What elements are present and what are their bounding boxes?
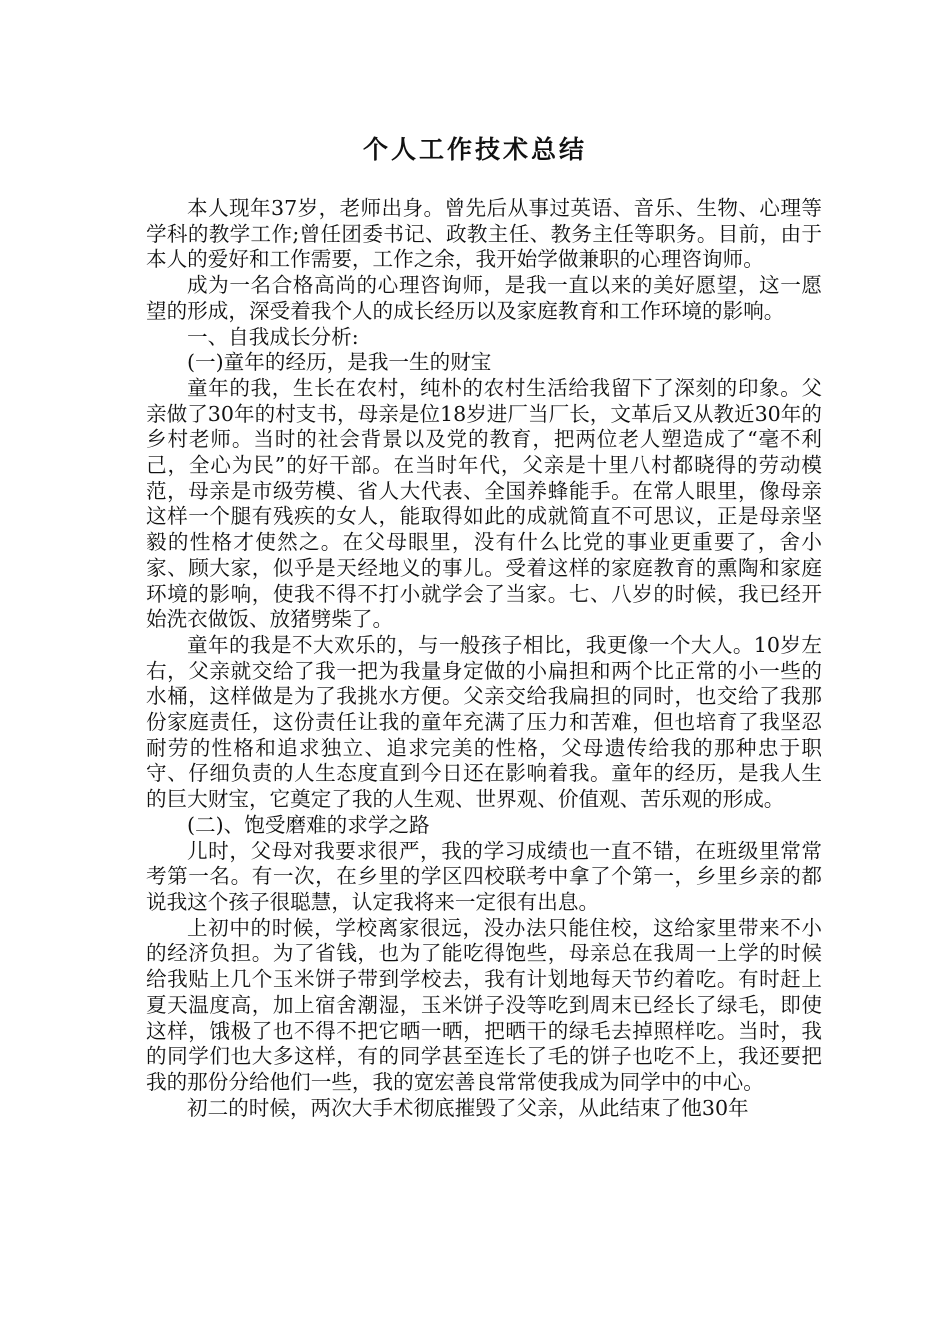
section-heading-self-analysis: 一、自我成长分析:: [187, 324, 359, 349]
paragraph-grade-two: 初二的时候，两次大手术彻底摧毁了父亲，从此结束了他30年: [187, 1095, 749, 1120]
paragraph-aspiration: 成为一名合格高尚的心理咨询师，是我一直以来的美好愿望，这一愿望的形成，深受着我个人的成长经历以及家庭教育和工作环境的影响。: [146, 273, 822, 323]
document-body: [146, 196, 822, 1121]
paragraph-school-grades: 儿时，父母对我要求很严，我的学习成绩也一直不错，在班级里常常考第一名。有一次，在乡里的学区四校联考中拿了个第一，乡里乡亲的都说我这个孩子很聪慧，认定我将来一定很有出息。: [146, 838, 822, 914]
document-title: 个人工作技术总结: [362, 135, 587, 164]
subsection-heading-schooling: (二)、饱受磨难的求学之路: [187, 812, 430, 837]
paragraph-childhood-family: 童年的我，生长在农村，纯朴的农村生活给我留下了深刻的印象。父亲做了30年的村支书，母亲是位18岁进厂当厂长，文革后又从教近30年的乡村老师。当时的社会背景以及党的教育，把两位老人塑造成了“毫不利己，全心为民”的好干部。在当时年代，父亲是十里八村都晓得的劳动模范，母亲是市级劳模、省人大代表、全国养蜂能手。在常人眼里，像母亲这样一个腿有残疾的女人，能取得如此的成就简直不可思议，正是母亲坚毅的性格才使然之。在父母眼里，没有什么比党的事业更重要了，舍小家、顾大家，似乎是天经地义的事儿。受着这样的家庭教育的熏陶和家庭环境的影响，使我不得不打小就学会了当家。七、八岁的时候，我已经开始洗衣做饭、放猪劈柴了。: [146, 375, 822, 632]
paragraph-intro: 本人现年37岁，老师出身。曾先后从事过英语、音乐、生物、心理等学科的教学工作;曾任团委书记、政教主任、教务主任等职务。目前，由于本人的爱好和工作需要，工作之余，我开始学做兼职的心理咨询师。: [146, 196, 822, 272]
paragraph-childhood-burden: 童年的我是不大欢乐的，与一般孩子相比，我更像一个大人。10岁左右，父亲就交给了我一把为我量身定做的小扁担和两个比正常的小一些的水桶，这样做是为了我挑水方便。父亲交给我扁担的同时，也交给了我那份家庭责任，这份责任让我的童年充满了压力和苦难，但也培育了我坚忍耐劳的性格和追求独立、追求完美的性格，父母遗传给我的那种忠于职守、仔细负责的人生态度直到今日还在影响着我。童年的经历，是我人生的巨大财宝，它奠定了我的人生观、世界观、价值观、苦乐观的形成。: [146, 632, 822, 812]
paragraph-middle-school: 上初中的时候，学校离家很远，没办法只能住校，这给家里带来不小的经济负担。为了省钱，也为了能吃得饱些，母亲总在我周一上学的时候给我贴上几个玉米饼子带到学校去，我有计划地每天节约着吃。有时赶上夏天温度高，加上宿舍潮湿，玉米饼子没等吃到周末已经长了绿毛，即使这样，饿极了也不得不把它晒一晒，把晒干的绿毛去掉照样吃。当时，我的同学们也大多这样，有的同学甚至连长了毛的饼子也吃不上，我还要把我的那份分给他们一些，我的宽宏善良常常使我成为同学中的中心。: [146, 915, 822, 1094]
subsection-heading-childhood: (一)童年的经历，是我一生的财宝: [187, 350, 492, 375]
